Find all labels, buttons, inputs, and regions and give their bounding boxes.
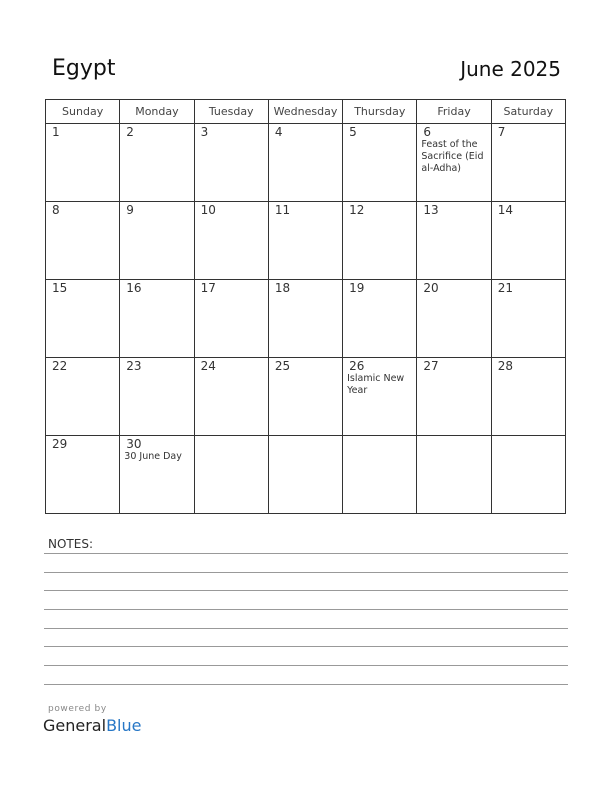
note-line [44, 628, 568, 629]
day-cell [417, 202, 491, 280]
day-number: 28 [497, 359, 513, 373]
weekday-tuesday: Tuesday [194, 100, 268, 124]
day-cell [343, 280, 417, 358]
brand-logo [43, 716, 141, 735]
day-cell [268, 280, 342, 358]
day-cell [120, 124, 194, 202]
day-cell [46, 280, 120, 358]
day-cell [46, 124, 120, 202]
weekday-header-row [46, 100, 566, 124]
day-number: 25 [274, 359, 291, 373]
calendar-grid [45, 99, 566, 514]
day-number: 18 [274, 281, 291, 295]
day-number: 30 [126, 437, 142, 451]
day-cell [194, 202, 268, 280]
day-number: 14 [497, 203, 513, 217]
day-number: 21 [497, 281, 513, 295]
day-cell [417, 124, 491, 202]
note-line [44, 665, 568, 666]
day-cell [268, 202, 342, 280]
day-number: 27 [423, 359, 439, 373]
note-line [44, 590, 568, 591]
day-cell [491, 202, 565, 280]
day-cell [343, 124, 417, 202]
weekday-wednesday: Wednesday [268, 100, 342, 124]
holiday-label: 30 June Day [124, 451, 182, 462]
day-cell [46, 358, 120, 436]
week-row [46, 358, 566, 436]
week-row [46, 436, 566, 514]
day-cell [491, 280, 565, 358]
note-line [44, 553, 568, 554]
week-row [46, 280, 566, 358]
day-number: 11 [274, 203, 291, 217]
day-number [343, 436, 416, 437]
day-cell [343, 436, 417, 514]
day-number: 2 [126, 125, 134, 139]
week-row [46, 124, 566, 202]
day-number: 24 [200, 359, 216, 373]
day-cell [343, 358, 417, 436]
day-number: 26 [349, 359, 365, 373]
day-cell [120, 202, 194, 280]
day-cell [417, 436, 491, 514]
day-number: 19 [349, 281, 365, 295]
day-cell [194, 124, 268, 202]
day-number: 17 [200, 281, 216, 295]
day-cell [491, 436, 565, 514]
day-number: 16 [126, 281, 142, 295]
day-number: 5 [349, 125, 357, 139]
weekday-friday: Friday [417, 100, 491, 124]
day-number: 1 [52, 125, 60, 139]
day-number: 29 [52, 437, 68, 451]
day-number [417, 436, 490, 437]
day-cell [491, 358, 565, 436]
day-cell [268, 358, 342, 436]
day-number: 23 [126, 359, 142, 373]
note-line [44, 609, 568, 610]
day-cell [194, 280, 268, 358]
day-cell [194, 358, 268, 436]
day-number [195, 436, 268, 437]
note-line [44, 684, 568, 685]
powered-by-text: powered by [48, 704, 107, 714]
weekday-saturday: Saturday [491, 100, 565, 124]
holiday-label: Feast of the Sacrifice (Eid al-Adha) [421, 139, 484, 174]
country-title: Egypt [52, 56, 116, 81]
day-number: 22 [52, 359, 68, 373]
weekday-monday: Monday [120, 100, 194, 124]
day-number: 10 [200, 203, 216, 217]
day-number [492, 436, 565, 437]
day-cell [194, 436, 268, 514]
day-number: 4 [274, 125, 283, 139]
day-number: 8 [52, 203, 60, 217]
note-line [44, 572, 568, 573]
brand-blue: Blue [106, 716, 142, 735]
day-number: 15 [52, 281, 68, 295]
day-number: 7 [497, 125, 506, 139]
day-cell [268, 436, 342, 514]
month-title: June 2025 [460, 57, 561, 81]
weekday-thursday: Thursday [343, 100, 417, 124]
day-cell [120, 280, 194, 358]
note-line [44, 646, 568, 647]
day-number: 6 [423, 125, 432, 139]
day-cell [417, 280, 491, 358]
day-cell [491, 124, 565, 202]
day-cell [120, 436, 194, 514]
day-cell [46, 202, 120, 280]
day-cell [268, 124, 342, 202]
brand-general: General [43, 716, 107, 735]
day-number: 13 [423, 203, 439, 217]
holiday-label: Islamic New Year [347, 373, 405, 396]
weekday-sunday: Sunday [46, 100, 120, 124]
day-cell [46, 436, 120, 514]
day-cell [120, 358, 194, 436]
day-number: 20 [423, 281, 439, 295]
day-cell [343, 202, 417, 280]
day-number: 9 [126, 203, 134, 217]
week-row [46, 202, 566, 280]
day-number [269, 436, 342, 437]
day-number: 12 [349, 203, 365, 217]
day-number: 3 [200, 125, 209, 139]
day-cell [417, 358, 491, 436]
notes-label: NOTES: [48, 537, 93, 551]
